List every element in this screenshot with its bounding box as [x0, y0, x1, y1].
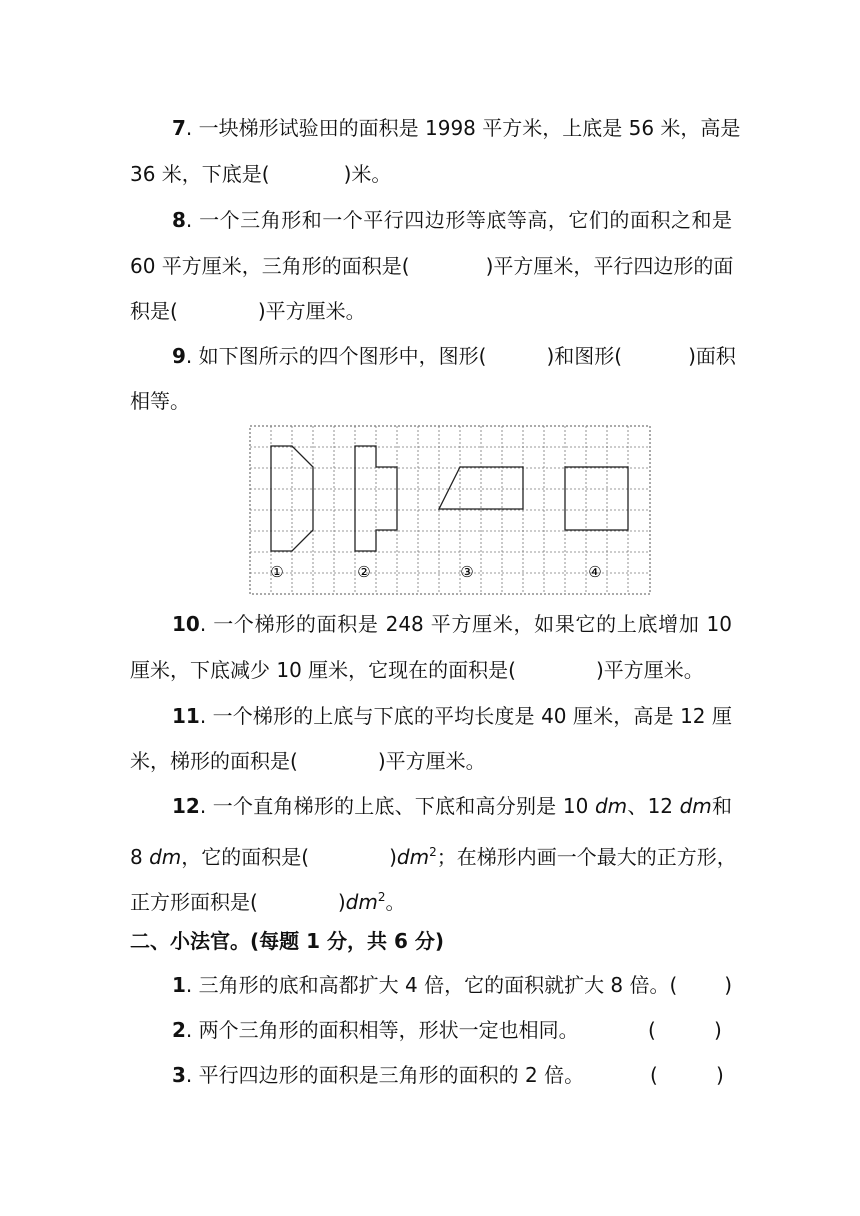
q11-text: . 一个梯形的上底与下底的平均长度是 40 厘米，高是 12 厘: [199, 704, 732, 728]
q12-number: 12: [172, 794, 200, 818]
q9-line-1: [172, 342, 736, 370]
q12-unit-dm-3: dm: [149, 845, 182, 869]
q11-number: 11: [172, 704, 200, 728]
q12-text-g: ；在梯形内画一个最大的正方形，: [436, 845, 737, 869]
q12-text-j: 。: [385, 890, 406, 914]
q8-line-2: [130, 252, 732, 280]
q9-number: 9: [172, 344, 186, 368]
q11-text-b: )平方厘米。: [377, 749, 486, 773]
j1-answer-close[interactable]: ): [724, 973, 732, 997]
q12-text-f: ): [389, 845, 397, 869]
shape-2-label: ②: [357, 563, 371, 581]
q12-text-e: ，它的面积是(: [181, 845, 310, 869]
q12-unit-dm-5: dm: [345, 890, 378, 914]
q12-text-d: 8: [130, 845, 150, 869]
shape-1-label: ①: [270, 563, 284, 581]
j3-number: 3: [172, 1063, 186, 1087]
q11-text-a: 米，梯形的面积是(: [130, 749, 298, 773]
q12-line-2: [130, 838, 737, 871]
q7-text: . 一块梯形试验田的面积是 1998 平方米，上底是 56 米，高是: [185, 116, 741, 140]
q12-text-i: ): [337, 890, 346, 914]
q9-text-d: 相等。: [130, 389, 190, 413]
q9-text-a: . 如下图所示的四个图形中，图形(: [185, 344, 487, 368]
q12-unit-dm-2: dm: [679, 794, 712, 818]
q10-line-2: [130, 656, 732, 684]
q11-line-1: [172, 702, 732, 730]
j3-answer-open[interactable]: (: [650, 1063, 658, 1087]
j2-answer-close[interactable]: ): [714, 1018, 722, 1042]
j2-answer-open[interactable]: (: [648, 1018, 656, 1042]
q7-line-1: [172, 114, 741, 142]
q8-text: . 一个三角形和一个平行四边形等底等高，它们的面积之和是: [185, 208, 732, 232]
q8-line-3: [130, 297, 732, 325]
q8-line-1: [172, 206, 732, 234]
q12-superscript-2: 2: [377, 890, 386, 904]
q7-number: 7: [172, 116, 186, 140]
j3-text: . 平行四边形的面积是三角形的面积的 2 倍。: [185, 1063, 585, 1087]
q12-superscript-1: 2: [429, 845, 437, 859]
q10-line-1: [172, 610, 732, 638]
shape-3-label: ③: [460, 563, 474, 581]
shape-4: [565, 467, 628, 530]
q7-text-a: 36 米，下底是(: [130, 162, 270, 186]
q7-text-b: )米。: [343, 162, 392, 186]
shape-4-label: ④: [588, 563, 602, 581]
q10-text: . 一个梯形的面积是 248 平方厘米，如果它的上底增加 10: [199, 612, 732, 636]
j3-answer-close[interactable]: ): [716, 1063, 724, 1087]
q12-line-3: [130, 883, 732, 916]
q11-line-2: [130, 747, 732, 775]
q12-unit-dm-4: dm: [396, 845, 430, 869]
judgement-3: [172, 1061, 732, 1089]
q8-text-b: )平方厘米，平行四边形的面: [485, 254, 734, 278]
q10-text-b: )平方厘米。: [595, 658, 704, 682]
q8-text-c: 积是(: [130, 299, 178, 323]
q10-text-a: 厘米，下底减少 10 厘米，它现在的面积是(: [130, 658, 516, 682]
q9-line-2: [130, 387, 732, 415]
q9-text-b: )和图形(: [546, 344, 623, 368]
q12-text-c: 和: [711, 794, 733, 818]
judgement-1: [172, 971, 732, 999]
q9-text-c: )面积: [688, 344, 736, 368]
j1-text: . 三角形的底和高都扩大 4 倍，它的面积就扩大 8 倍。(: [185, 973, 678, 997]
q8-text-a: 60 平方厘米，三角形的面积是(: [130, 254, 410, 278]
j1-number: 1: [172, 973, 186, 997]
q10-number: 10: [172, 612, 200, 636]
q12-text-h: 正方形面积是(: [130, 890, 258, 914]
q12-text-b: 、12: [627, 794, 680, 818]
j2-text: . 两个三角形的面积相等，形状一定也相同。: [185, 1018, 579, 1042]
q12-text-a: . 一个直角梯形的上底、下底和高分别是 10: [199, 794, 595, 818]
q8-text-d: )平方厘米。: [257, 299, 366, 323]
q12-line-1: [172, 792, 732, 820]
grid-figure: [249, 425, 651, 596]
section-2-title: 二、小法官。(每题 1 分，共 6 分): [130, 929, 444, 953]
j2-number: 2: [172, 1018, 186, 1042]
judgement-2: [172, 1016, 732, 1044]
q12-unit-dm-1: dm: [594, 794, 628, 818]
q7-line-2: [130, 160, 732, 188]
q8-number: 8: [172, 208, 186, 232]
